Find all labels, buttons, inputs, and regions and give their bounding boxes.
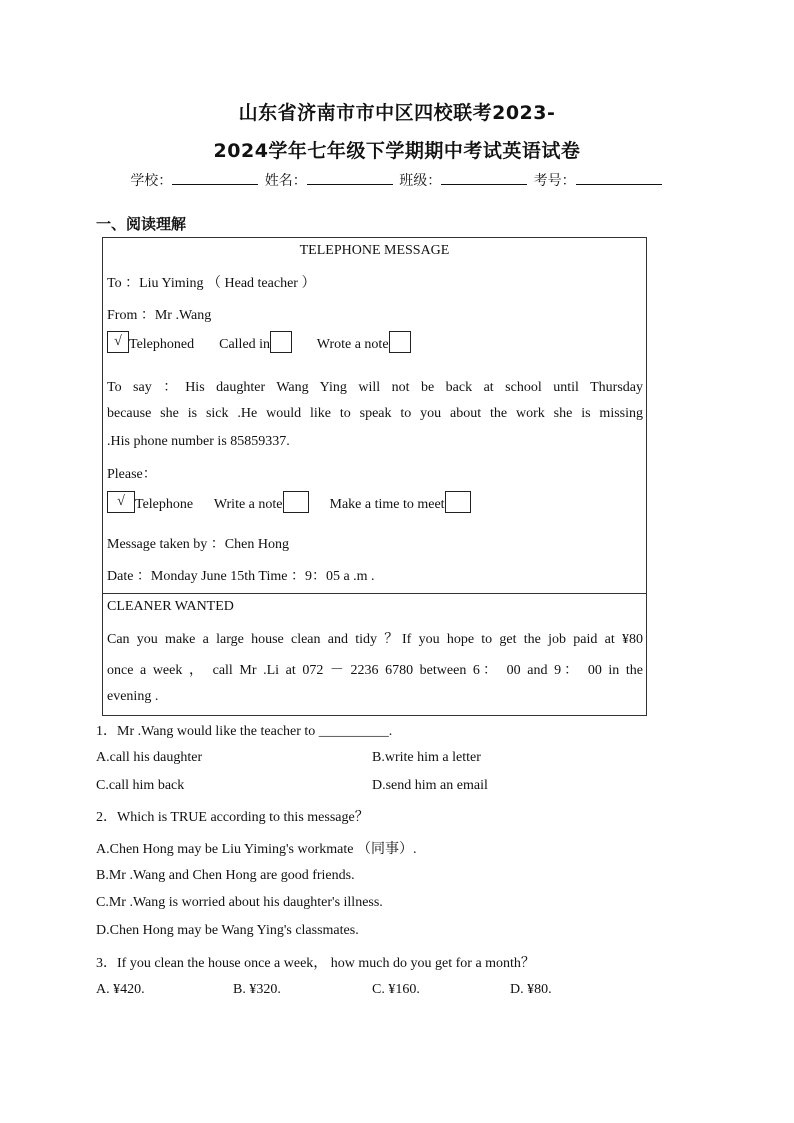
question-2-stem: 2．Which is TRUE according to this message？ — [96, 810, 369, 825]
question-1-option-d: D.send him an email — [372, 778, 488, 793]
question-2-option-a: A.Chen Hong may be Liu Yiming's workmate （同事）. — [96, 842, 417, 857]
question-3-stem: 3．If you clean the house once a week， how much do you get for a month？ — [96, 956, 535, 971]
question-1-option-b: B.write him a letter — [372, 750, 481, 765]
write-note-label: Write a note — [213, 497, 283, 512]
message-heading: TELEPHONE MESSAGE — [299, 243, 450, 258]
school-label: 学校： — [130, 173, 173, 189]
message-date-time: Date ：Monday June 15th Time ：9：05 a .m . — [107, 569, 375, 584]
wrote-note-checkbox — [389, 331, 411, 353]
ad-line-2: once a week ， call Mr .Li at 072 － 2236 6780 between 6： 00 and 9： 00 in the — [107, 663, 643, 678]
make-time-label: Make a time to meet — [329, 497, 445, 512]
question-1-stem: 1．Mr .Wang would like the teacher to __________. — [96, 724, 393, 739]
telephone-label: Telephone — [135, 497, 194, 512]
telephone-checkbox: √ — [107, 491, 135, 513]
ad-line-1: Can you make a large house clean and tidy ？If you hope to get the job paid at ¥80 — [107, 632, 643, 647]
question-2-option-b: B.Mr .Wang and Chen Hong are good friends. — [96, 868, 355, 883]
to-say-line-1: To say ：His daughter Wang Ying will not be back at school until Thursday — [107, 380, 643, 395]
question-1-option-a: A.call his daughter — [96, 750, 203, 765]
make-time-checkbox — [445, 491, 471, 513]
ad-heading: CLEANER WANTED — [107, 599, 234, 614]
please-label: Please： — [107, 467, 157, 482]
exam-title-line-1: 山东省济南市市中区四校联考2023- — [238, 102, 556, 124]
question-3-option-b: B. ¥320. — [233, 982, 281, 997]
name-label: 姓名： — [264, 173, 307, 189]
question-2-option-c: C.Mr .Wang is worried about his daughter's illness. — [96, 895, 383, 910]
exam-title-line-2: 2024学年七年级下学期期中考试英语试卷 — [213, 140, 581, 162]
section-title: 一、阅读理解 — [96, 215, 187, 233]
called-in-label: Called in — [219, 337, 271, 352]
wrote-note-label: Wrote a note — [316, 337, 389, 352]
class-label: 班级： — [399, 173, 442, 189]
telephoned-label: Telephoned — [129, 337, 195, 352]
called-in-checkbox — [270, 331, 292, 353]
message-taken-by: Message taken by ：Chen Hong — [107, 537, 289, 552]
message-from: From ：Mr .Wang — [107, 308, 212, 323]
question-3-option-a: A. ¥420. — [96, 982, 145, 997]
passage-divider — [103, 593, 646, 594]
question-1-option-c: C.call him back — [96, 778, 185, 793]
class-blank — [441, 170, 527, 185]
question-3-option-d: D. ¥80. — [510, 982, 552, 997]
ad-line-3: evening . — [107, 689, 159, 704]
exam-number-label: 考号： — [533, 173, 576, 189]
message-to: To ：Liu Yiming （ Head teacher ） — [107, 276, 316, 291]
question-2-option-d: D.Chen Hong may be Wang Ying's classmates. — [96, 923, 359, 938]
school-blank — [172, 170, 258, 185]
name-blank — [307, 170, 393, 185]
message-options-row-2 — [107, 491, 471, 513]
reading-passage-box — [102, 237, 647, 716]
message-options-row-1 — [107, 331, 411, 353]
question-3-option-c: C. ¥160. — [372, 982, 420, 997]
exam-number-blank — [576, 170, 662, 185]
write-note-checkbox — [283, 491, 309, 513]
student-info-row — [0, 170, 794, 190]
telephoned-checkbox: √ — [107, 331, 129, 353]
to-say-line-2: because she is sick .He would like to speak to you about the work she is missing — [107, 406, 643, 421]
to-say-line-3: .His phone number is 85859337. — [107, 434, 290, 449]
